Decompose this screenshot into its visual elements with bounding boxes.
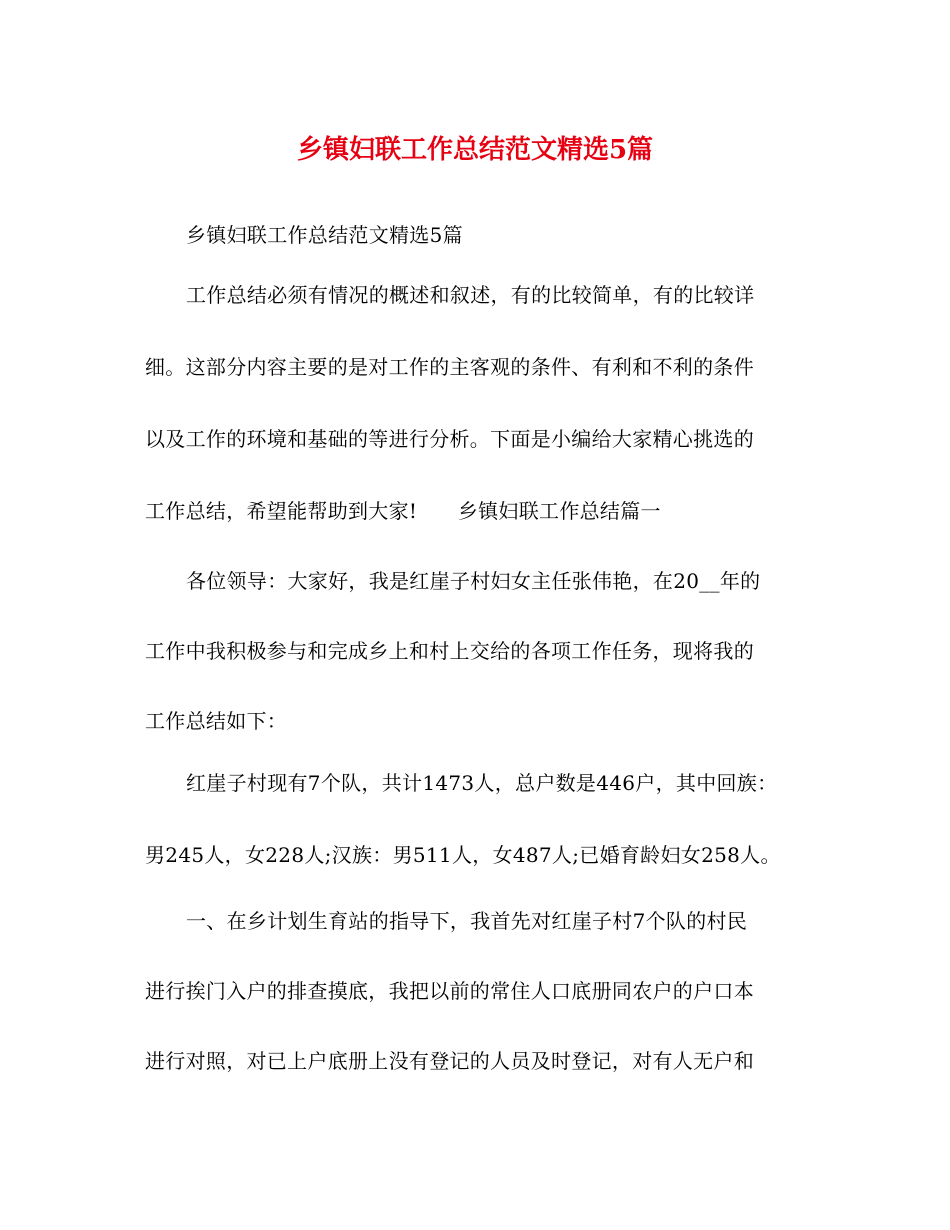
paragraph-line: 各位领导：大家好，我是红崖子村妇女主任张伟艳，在20__年的 [186, 569, 761, 593]
paragraph-line: 细。这部分内容主要的是对工作的主客观的条件、有利和不利的条件 [145, 355, 754, 379]
paragraph-line: 工作中我积极参与和完成乡上和村上交给的各项工作任务，现将我的 [145, 639, 754, 663]
paragraph-line: 进行挨门入户的排查摸底，我把以前的常住人口底册同农户的户口本 [145, 979, 754, 1003]
paragraph-line: 以及工作的环境和基础的等进行分析。下面是小编给大家精心挑选的 [145, 427, 754, 451]
paragraph-line: 一、在乡计划生育站的指导下，我首先对红崖子村7个队的村民 [186, 909, 748, 933]
document-title: 乡镇妇联工作总结范文精选5篇 [296, 135, 654, 165]
paragraph-line: 工作总结必须有情况的概述和叙述，有的比较简单，有的比较详 [186, 283, 755, 307]
paragraph-line: 进行对照，对已上户底册上没有登记的人员及时登记，对有人无户和 [145, 1049, 754, 1073]
paragraph-line: 红崖子村现有7个队，共计1473人，总户数是446户，其中回族： [186, 771, 778, 795]
paragraph-line: 男245人，女228人;汉族：男511人，女487人;已婚育龄妇女258人。 [145, 843, 781, 867]
paragraph-line: 乡镇妇联工作总结范文精选5篇 [186, 223, 463, 247]
paragraph-line: 工作总结如下： [145, 709, 288, 733]
paragraph-line: 工作总结，希望能帮助到大家! 乡镇妇联工作总结篇一 [145, 499, 661, 523]
